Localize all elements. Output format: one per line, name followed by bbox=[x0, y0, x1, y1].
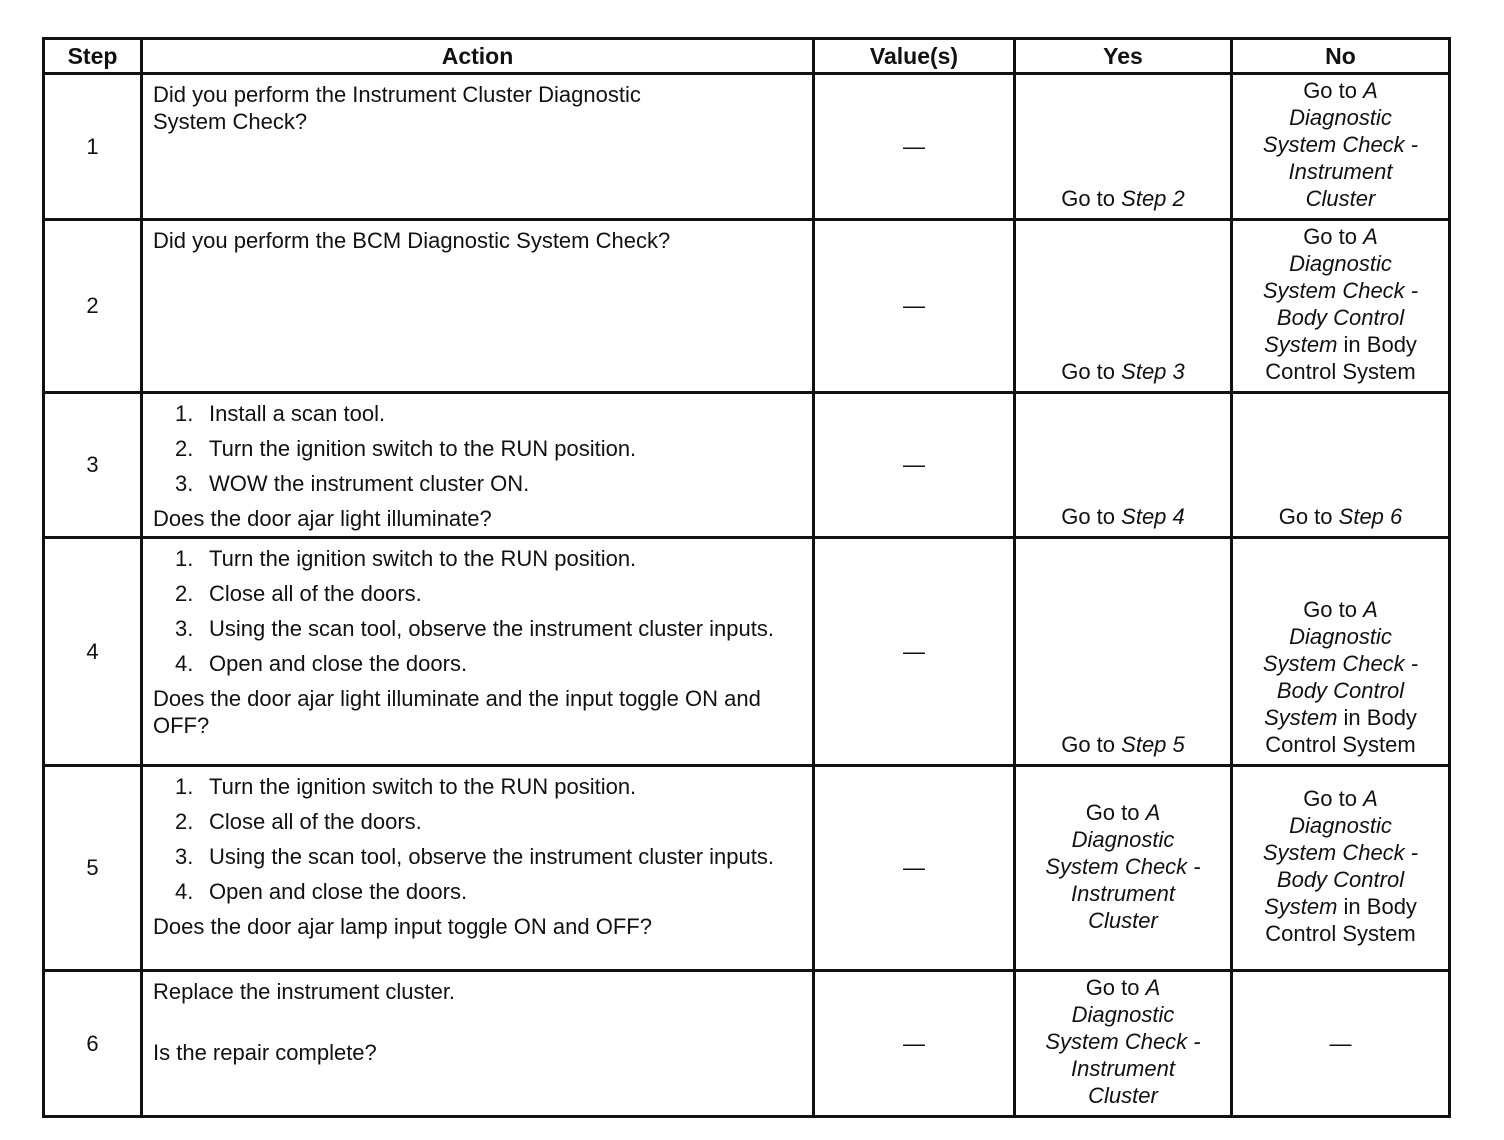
yes-cell bbox=[1015, 971, 1232, 1117]
substep-text: Close all of the doors. bbox=[209, 581, 422, 606]
substep bbox=[153, 843, 802, 870]
action-text: Did you perform the BCM Diagnostic System Check? bbox=[153, 228, 671, 253]
substep-list bbox=[153, 545, 802, 677]
table-row bbox=[44, 220, 1450, 393]
yes-step-link[interactable]: Step 4 bbox=[1121, 504, 1185, 529]
no-step-link[interactable]: Step 6 bbox=[1338, 504, 1403, 529]
value-cell: — bbox=[814, 393, 1015, 538]
substep-number: 1. bbox=[175, 774, 194, 799]
no-cell bbox=[1232, 766, 1450, 971]
no-link-system[interactable]: System bbox=[1264, 705, 1338, 730]
substep-number: 4. bbox=[175, 879, 194, 904]
substep-number: 4. bbox=[175, 651, 194, 676]
yes-step-link[interactable]: Step 2 bbox=[1121, 186, 1185, 211]
yes-link-instrument[interactable]: Instrument bbox=[1071, 880, 1175, 906]
substep-number: 3. bbox=[175, 844, 194, 869]
yes-cell bbox=[1015, 766, 1232, 971]
header-row bbox=[44, 39, 1450, 74]
no-cell bbox=[1232, 393, 1450, 538]
step-number: 2 bbox=[44, 220, 142, 393]
no-control-system-text: Control System bbox=[1265, 921, 1416, 946]
substep-list bbox=[153, 773, 802, 905]
step-number: 4 bbox=[44, 538, 142, 766]
diagnostic-table bbox=[42, 37, 1451, 1118]
yes-goto-text: Go to bbox=[1061, 732, 1116, 757]
no-goto-text: Go to bbox=[1303, 78, 1357, 103]
no-link-a[interactable]: A bbox=[1363, 224, 1378, 249]
substep bbox=[153, 580, 802, 607]
yes-goto-text: Go to bbox=[1061, 359, 1116, 384]
no-goto-text: Go to bbox=[1303, 224, 1357, 249]
yes-link-system-check[interactable]: System Check - bbox=[1045, 1029, 1201, 1054]
no-cell: — bbox=[1232, 971, 1450, 1117]
action-cell bbox=[142, 220, 814, 393]
yes-link-cluster[interactable]: Cluster bbox=[1088, 1083, 1158, 1108]
substep-text: Open and close the doors. bbox=[209, 879, 468, 904]
no-link-system[interactable]: System bbox=[1264, 894, 1338, 919]
substep bbox=[153, 650, 802, 677]
no-link-system-check[interactable]: System Check - bbox=[1262, 651, 1419, 676]
header-action: Action bbox=[142, 39, 814, 74]
no-link-instrument[interactable]: Instrument bbox=[1288, 159, 1393, 184]
question-text: Does the door ajar light illuminate? bbox=[153, 506, 492, 531]
header-no: No bbox=[1232, 39, 1450, 74]
yes-link-cluster[interactable]: Cluster bbox=[1088, 907, 1158, 933]
no-link-body-control[interactable]: Body Control bbox=[1276, 867, 1405, 892]
question-text: Does the door ajar light illuminate and the input toggle ON and OFF? bbox=[153, 686, 761, 738]
substep bbox=[153, 808, 802, 835]
substep-text: Using the scan tool, observe the instrument cluster inputs. bbox=[209, 844, 774, 869]
no-link-system[interactable]: System bbox=[1264, 332, 1338, 357]
substep-text: Install a scan tool. bbox=[209, 401, 386, 426]
no-link-body-control[interactable]: Body Control bbox=[1276, 678, 1405, 703]
step-number: 1 bbox=[44, 74, 142, 220]
yes-link-diagnostic[interactable]: Diagnostic bbox=[1071, 1002, 1175, 1027]
no-link-system-check[interactable]: System Check - bbox=[1262, 278, 1419, 303]
substep-number: 2. bbox=[175, 581, 194, 606]
action-cell bbox=[142, 393, 814, 538]
no-in-body-text: in Body bbox=[1343, 894, 1417, 919]
substep-text: Turn the ignition switch to the RUN position. bbox=[209, 436, 637, 461]
yes-cell bbox=[1015, 393, 1232, 538]
no-link-diagnostic[interactable]: Diagnostic bbox=[1289, 251, 1392, 276]
action-cell bbox=[142, 74, 814, 220]
step-number: 5 bbox=[44, 766, 142, 971]
no-control-system-text: Control System bbox=[1265, 732, 1416, 757]
substep bbox=[153, 878, 802, 905]
substep-text: Turn the ignition switch to the RUN position. bbox=[209, 774, 637, 799]
yes-step-link[interactable]: Step 3 bbox=[1121, 359, 1185, 384]
no-goto-text: Go to bbox=[1303, 786, 1357, 811]
no-link-a[interactable]: A bbox=[1363, 78, 1378, 103]
substep-text: Open and close the doors. bbox=[209, 651, 468, 676]
substep-number: 1. bbox=[175, 546, 194, 571]
substep-text: Turn the ignition switch to the RUN position. bbox=[209, 546, 637, 571]
table-row bbox=[44, 971, 1450, 1117]
yes-cell bbox=[1015, 538, 1232, 766]
value-cell: — bbox=[814, 220, 1015, 393]
no-cell bbox=[1232, 220, 1450, 393]
yes-cell bbox=[1015, 220, 1232, 393]
no-link-body-control[interactable]: Body Control bbox=[1276, 305, 1405, 330]
substep-number: 2. bbox=[175, 809, 194, 834]
yes-goto-text: Go to bbox=[1061, 186, 1116, 211]
substep bbox=[153, 435, 802, 462]
value-cell: — bbox=[814, 971, 1015, 1117]
no-in-body-text: in Body bbox=[1343, 332, 1417, 357]
action-cell bbox=[142, 538, 814, 766]
yes-goto-text: Go to bbox=[1085, 799, 1140, 825]
substep-number: 3. bbox=[175, 471, 194, 496]
no-link-system-check[interactable]: System Check - bbox=[1262, 132, 1419, 157]
value-cell: — bbox=[814, 766, 1015, 971]
substep bbox=[153, 615, 802, 642]
substep-number: 3. bbox=[175, 616, 194, 641]
substep bbox=[153, 773, 802, 800]
no-goto-text: Go to bbox=[1303, 597, 1357, 622]
yes-goto-text: Go to bbox=[1085, 975, 1140, 1000]
no-link-diagnostic[interactable]: Diagnostic bbox=[1289, 105, 1392, 130]
no-cell bbox=[1232, 538, 1450, 766]
header-step: Step bbox=[44, 39, 142, 74]
no-link-a[interactable]: A bbox=[1363, 786, 1378, 811]
no-link-diagnostic[interactable]: Diagnostic bbox=[1289, 813, 1392, 838]
header-values: Value(s) bbox=[814, 39, 1015, 74]
yes-link-a[interactable]: A bbox=[1145, 799, 1161, 825]
value-cell: — bbox=[814, 74, 1015, 220]
substep-text: Close all of the doors. bbox=[209, 809, 422, 834]
question-text: Is the repair complete? bbox=[153, 1040, 377, 1065]
substep bbox=[153, 400, 802, 427]
yes-link-a[interactable]: A bbox=[1145, 975, 1161, 1000]
value-cell: — bbox=[814, 538, 1015, 766]
table-row bbox=[44, 74, 1450, 220]
no-link-a[interactable]: A bbox=[1363, 597, 1378, 622]
no-cell bbox=[1232, 74, 1450, 220]
substep-text: Using the scan tool, observe the instrument cluster inputs. bbox=[209, 616, 774, 641]
no-control-system-text: Control System bbox=[1265, 359, 1416, 384]
header-yes: Yes bbox=[1015, 39, 1232, 74]
substep-number: 1. bbox=[175, 401, 194, 426]
step-number: 6 bbox=[44, 971, 142, 1117]
table-row bbox=[44, 766, 1450, 971]
table-row bbox=[44, 538, 1450, 766]
action-cell bbox=[142, 766, 814, 971]
yes-link-instrument[interactable]: Instrument bbox=[1071, 1056, 1175, 1081]
yes-link-diagnostic[interactable]: Diagnostic bbox=[1071, 826, 1175, 852]
table-row bbox=[44, 393, 1450, 538]
action-text: Replace the instrument cluster. bbox=[153, 979, 456, 1004]
no-in-body-text: in Body bbox=[1343, 705, 1417, 730]
no-goto-text: Go to bbox=[1278, 504, 1333, 529]
question-text: Does the door ajar lamp input toggle ON and OFF? bbox=[153, 914, 652, 939]
action-text: Did you perform the Instrument Cluster Diagnostic System Check? bbox=[153, 82, 641, 134]
action-cell bbox=[142, 971, 814, 1117]
no-link-system-check[interactable]: System Check - bbox=[1262, 840, 1419, 865]
step-number: 3 bbox=[44, 393, 142, 538]
substep-list bbox=[153, 400, 802, 497]
yes-goto-text: Go to bbox=[1061, 504, 1116, 529]
substep bbox=[153, 545, 802, 572]
substep bbox=[153, 470, 802, 497]
no-link-cluster[interactable]: Cluster bbox=[1305, 186, 1376, 211]
no-link-diagnostic[interactable]: Diagnostic bbox=[1289, 624, 1392, 649]
yes-cell bbox=[1015, 74, 1232, 220]
substep-text: WOW the instrument cluster ON. bbox=[209, 471, 530, 496]
substep-number: 2. bbox=[175, 436, 194, 461]
yes-link-system-check[interactable]: System Check - bbox=[1045, 853, 1201, 879]
yes-step-link[interactable]: Step 5 bbox=[1121, 732, 1185, 757]
